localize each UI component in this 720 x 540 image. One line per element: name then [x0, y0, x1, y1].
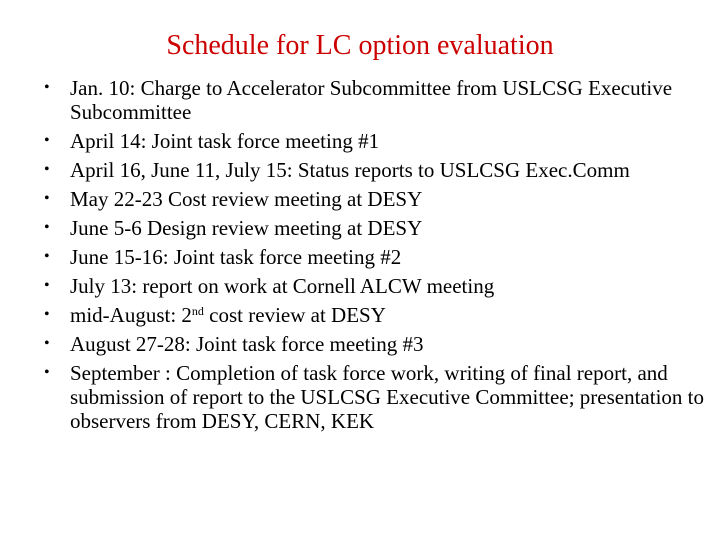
- bullet-icon: •: [44, 306, 50, 323]
- bullet-item-may-22-23: [44, 187, 704, 211]
- bullet-text-post: cost review at DESY: [203, 303, 386, 327]
- bullet-text: July 13: report on work at Cornell ALCW meeting: [70, 274, 495, 298]
- bullet-text-pre: mid-August: 2: [70, 303, 192, 327]
- bullet-text: April 16, June 11, July 15: Status reports to USLCSG Exec.Comm: [70, 158, 630, 182]
- bullet-item-status-reports: [44, 158, 704, 182]
- bullet-item-mid-august: [44, 303, 704, 327]
- slide-title: Schedule for LC option evaluation: [166, 30, 554, 61]
- bullet-text: [70, 303, 386, 327]
- bullet-icon: •: [44, 132, 50, 149]
- bullet-item-july-13: [44, 274, 704, 298]
- bullet-text: June 15-16: Joint task force meeting #2: [70, 245, 402, 269]
- bullet-text: September : Completion of task force work, writing of final report, and submission of report to the USLCSG Executive Committee; presentation to observers from DESY, CERN, KEK: [70, 361, 704, 433]
- bullet-text: May 22-23 Cost review meeting at DESY: [70, 187, 423, 211]
- bullet-icon: •: [44, 364, 50, 381]
- bullet-icon: •: [44, 335, 50, 352]
- bullet-item-june-15-16: [44, 245, 704, 269]
- bullet-icon: •: [44, 190, 50, 207]
- bullet-item-april-14: [44, 129, 704, 153]
- bullet-list: [44, 76, 704, 438]
- bullet-icon: •: [44, 79, 50, 96]
- bullet-icon: •: [44, 277, 50, 294]
- ordinal-suffix: nd: [191, 304, 204, 318]
- bullet-item-june-5-6: [44, 216, 704, 240]
- bullet-text: June 5-6 Design review meeting at DESY: [70, 216, 423, 240]
- bullet-icon: •: [44, 161, 50, 178]
- bullet-icon: •: [44, 248, 50, 265]
- bullet-item-august-27-28: [44, 332, 704, 356]
- bullet-text: Jan. 10: Charge to Accelerator Subcommittee from USLCSG Executive Subcommittee: [70, 76, 673, 124]
- bullet-icon: •: [44, 219, 50, 236]
- bullet-item-september: [44, 361, 704, 433]
- bullet-item-jan-10: [44, 76, 704, 124]
- bullet-text: April 14: Joint task force meeting #1: [70, 129, 380, 153]
- bullet-text: August 27-28: Joint task force meeting #3: [70, 332, 424, 356]
